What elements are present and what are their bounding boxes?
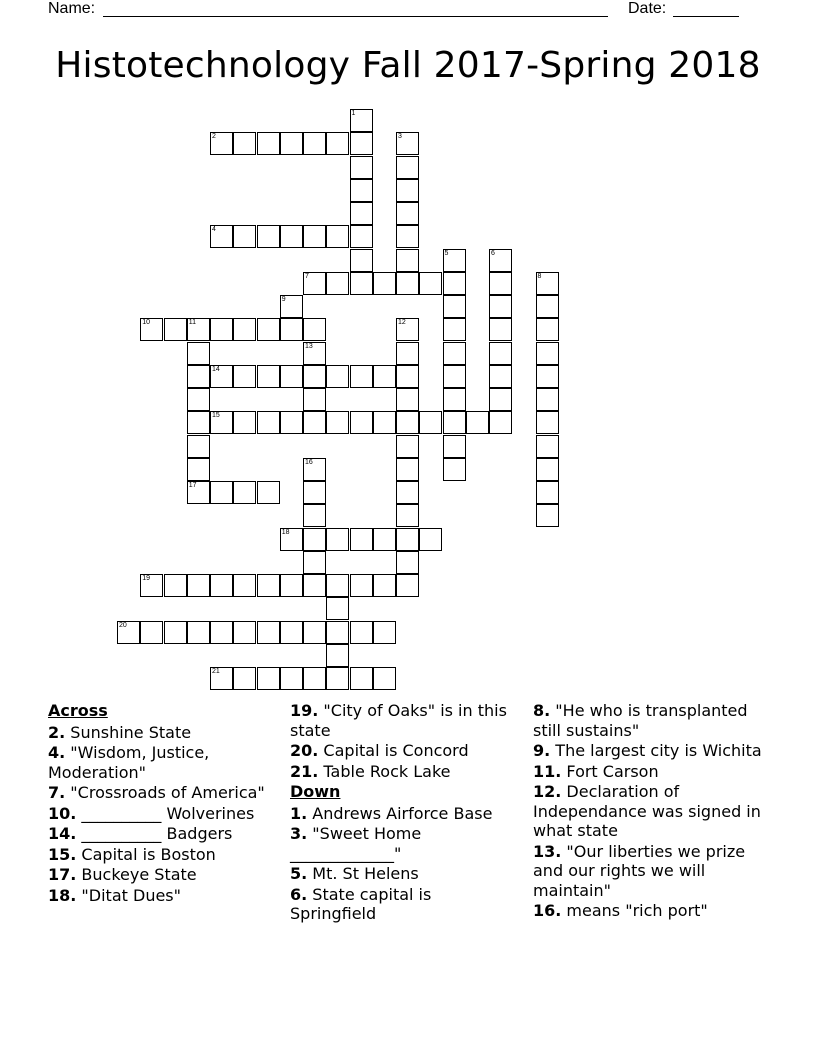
grid-cell[interactable] bbox=[187, 388, 210, 411]
grid-cell[interactable] bbox=[210, 411, 233, 434]
clue-item-number: 7. bbox=[48, 783, 66, 802]
grid-cell[interactable] bbox=[350, 365, 373, 388]
grid-cell[interactable] bbox=[350, 225, 373, 248]
grid-cell[interactable] bbox=[257, 318, 280, 341]
clue-item-number: 1. bbox=[290, 803, 308, 823]
grid-cell[interactable] bbox=[280, 411, 303, 434]
clue-number: 14 bbox=[212, 365, 220, 373]
grid-cell[interactable] bbox=[536, 504, 559, 527]
grid-cell[interactable] bbox=[419, 272, 442, 295]
across-heading: Across bbox=[48, 701, 108, 720]
grid-cell[interactable] bbox=[187, 621, 210, 644]
grid-cell[interactable] bbox=[280, 621, 303, 644]
clue-item-text: "City of Oaks" is in this state bbox=[290, 701, 507, 740]
name-label: Name: bbox=[48, 0, 96, 17]
grid-cell[interactable] bbox=[187, 342, 210, 365]
grid-cell[interactable] bbox=[536, 365, 559, 388]
grid-cell[interactable] bbox=[350, 272, 373, 295]
grid-cell[interactable] bbox=[443, 365, 466, 388]
clue-item bbox=[290, 864, 520, 884]
grid-cell[interactable] bbox=[233, 225, 256, 248]
clue-item-number: 11. bbox=[533, 761, 562, 781]
clue-item bbox=[48, 743, 278, 782]
grid-cell[interactable] bbox=[280, 132, 303, 155]
grid-cell[interactable] bbox=[443, 295, 466, 318]
grid-cell[interactable] bbox=[303, 318, 326, 341]
grid-cell[interactable] bbox=[233, 574, 256, 597]
grid-cell[interactable] bbox=[280, 365, 303, 388]
grid-cell[interactable] bbox=[489, 318, 512, 341]
grid-cell[interactable] bbox=[350, 109, 373, 132]
grid-cell[interactable] bbox=[210, 132, 233, 155]
clue-item-number: 21. bbox=[290, 761, 319, 781]
clue-item-text: Andrews Airforce Base bbox=[307, 803, 493, 823]
clue-item bbox=[533, 762, 773, 782]
grid-cell[interactable] bbox=[373, 365, 396, 388]
clue-item-text: The largest city is Wichita bbox=[550, 741, 762, 760]
grid-cell[interactable] bbox=[326, 621, 349, 644]
grid-cell[interactable] bbox=[257, 411, 280, 434]
clue-item-text: Sunshine State bbox=[65, 722, 192, 742]
grid-cell[interactable] bbox=[396, 504, 419, 527]
grid-cell[interactable] bbox=[396, 411, 419, 434]
grid-cell[interactable] bbox=[303, 621, 326, 644]
grid-cell[interactable] bbox=[536, 435, 559, 458]
clues-column-1 bbox=[48, 701, 278, 906]
grid-cell[interactable] bbox=[396, 551, 419, 574]
grid-cell[interactable] bbox=[326, 528, 349, 551]
grid-cell[interactable] bbox=[326, 667, 349, 690]
grid-cell[interactable] bbox=[350, 574, 373, 597]
page-title: Histotechnology Fall 2017-Spring 2018 bbox=[55, 45, 761, 86]
clue-item-number: 5. bbox=[290, 864, 308, 883]
clue-number: 2 bbox=[212, 133, 216, 141]
clue-number: 17 bbox=[188, 482, 197, 489]
grid-cell[interactable] bbox=[396, 156, 419, 179]
grid-cell[interactable] bbox=[257, 225, 280, 248]
grid-cell[interactable] bbox=[443, 388, 466, 411]
grid-cell[interactable] bbox=[210, 318, 233, 341]
clues-column-3 bbox=[533, 701, 773, 922]
clue-item-text: State capital is Springfield bbox=[290, 884, 432, 923]
clue-item bbox=[533, 701, 773, 740]
grid-cell[interactable] bbox=[280, 225, 303, 248]
grid-cell[interactable] bbox=[303, 528, 326, 551]
grid-cell[interactable] bbox=[396, 342, 419, 365]
clue-item-number: 20. bbox=[290, 741, 319, 760]
grid-cell[interactable] bbox=[536, 458, 559, 481]
grid-cell[interactable] bbox=[373, 411, 396, 434]
clues-column-2 bbox=[290, 701, 520, 925]
clue-item-text: Declaration of Independance was signed in what state bbox=[533, 782, 761, 840]
grid-cell[interactable] bbox=[396, 481, 419, 504]
grid-cell[interactable] bbox=[396, 202, 419, 225]
clue-number: 19 bbox=[142, 575, 151, 582]
clue-item bbox=[290, 741, 520, 761]
clue-item bbox=[533, 842, 773, 901]
grid-cell[interactable] bbox=[396, 458, 419, 481]
clue-item-number: 9. bbox=[533, 741, 551, 760]
grid-cell[interactable] bbox=[443, 342, 466, 365]
clue-item bbox=[48, 886, 278, 906]
clue-item-number: 17. bbox=[48, 865, 77, 884]
grid-cell[interactable] bbox=[536, 295, 559, 318]
clue-item-text: Capital is Boston bbox=[76, 844, 216, 864]
clue-number: 6 bbox=[491, 249, 495, 257]
grid-cell[interactable] bbox=[326, 272, 349, 295]
grid-cell[interactable] bbox=[187, 435, 210, 458]
grid-cell[interactable] bbox=[350, 621, 373, 644]
grid-cell[interactable] bbox=[280, 667, 303, 690]
clue-number: 16 bbox=[305, 458, 313, 466]
grid-cell[interactable] bbox=[233, 411, 256, 434]
grid-cell[interactable] bbox=[233, 365, 256, 388]
grid-cell[interactable] bbox=[373, 574, 396, 597]
grid-cell[interactable] bbox=[187, 411, 210, 434]
grid-cell[interactable] bbox=[187, 574, 210, 597]
grid-cell[interactable] bbox=[326, 365, 349, 388]
clue-item-number: 19. bbox=[290, 701, 319, 720]
grid-cell[interactable] bbox=[233, 481, 256, 504]
clue-item-text: Capital is Concord bbox=[318, 741, 469, 760]
grid-cell[interactable] bbox=[373, 621, 396, 644]
grid-cell[interactable] bbox=[303, 365, 326, 388]
clue-number: 12 bbox=[398, 319, 406, 327]
clue-item-number: 8. bbox=[533, 701, 551, 720]
clue-item-number: 14. bbox=[48, 824, 77, 843]
clue-item-text: Fort Carson bbox=[561, 761, 659, 781]
grid-cell[interactable] bbox=[210, 621, 233, 644]
grid-cell[interactable] bbox=[257, 365, 280, 388]
grid-cell[interactable] bbox=[443, 318, 466, 341]
grid-cell[interactable] bbox=[233, 318, 256, 341]
clue-item bbox=[290, 701, 520, 740]
grid-cell[interactable] bbox=[373, 272, 396, 295]
clue-item bbox=[48, 865, 278, 885]
grid-cell[interactable] bbox=[443, 249, 466, 272]
clue-item bbox=[533, 741, 773, 761]
grid-cell[interactable] bbox=[350, 132, 373, 155]
grid-cell[interactable] bbox=[443, 272, 466, 295]
grid-cell[interactable] bbox=[303, 411, 326, 434]
clue-number: 5 bbox=[444, 249, 449, 257]
grid-cell[interactable] bbox=[257, 132, 280, 155]
grid-cell[interactable] bbox=[257, 574, 280, 597]
grid-cell[interactable] bbox=[396, 574, 419, 597]
grid-cell[interactable] bbox=[373, 667, 396, 690]
grid-cell[interactable] bbox=[443, 411, 466, 434]
clue-item-number: 13. bbox=[533, 841, 562, 861]
grid-cell[interactable] bbox=[536, 318, 559, 341]
grid-cell[interactable] bbox=[536, 342, 559, 365]
grid-cell[interactable] bbox=[350, 156, 373, 179]
grid-cell[interactable] bbox=[303, 574, 326, 597]
grid-cell[interactable] bbox=[396, 179, 419, 202]
grid-cell[interactable] bbox=[350, 528, 373, 551]
grid-cell[interactable] bbox=[164, 318, 187, 341]
grid-cell[interactable] bbox=[489, 365, 512, 388]
grid-cell[interactable] bbox=[396, 528, 419, 551]
grid-cell[interactable] bbox=[350, 667, 373, 690]
grid-cell[interactable] bbox=[419, 411, 442, 434]
clue-item-text: __________ Wolverines bbox=[76, 803, 255, 823]
grid-cell[interactable] bbox=[326, 132, 349, 155]
clue-item-number: 10. bbox=[48, 803, 77, 823]
grid-cell[interactable] bbox=[396, 318, 419, 341]
clue-item-number: 18. bbox=[48, 885, 77, 905]
grid-cell[interactable] bbox=[350, 179, 373, 202]
clue-item-text: "Crossroads of America" bbox=[65, 783, 265, 802]
grid-cell[interactable] bbox=[233, 621, 256, 644]
grid-cell[interactable] bbox=[257, 667, 280, 690]
grid-cell[interactable] bbox=[303, 272, 326, 295]
grid-cell[interactable] bbox=[210, 667, 233, 690]
grid-cell[interactable] bbox=[350, 249, 373, 272]
date-label: Date: bbox=[628, 0, 667, 17]
grid-cell[interactable] bbox=[303, 342, 326, 365]
grid-cell[interactable] bbox=[303, 388, 326, 411]
clue-item-text: Table Rock Lake bbox=[318, 761, 451, 781]
clue-item-number: 6. bbox=[290, 884, 308, 904]
clue-item-number: 16. bbox=[533, 901, 562, 920]
grid-cell[interactable] bbox=[489, 249, 512, 272]
grid-cell[interactable] bbox=[164, 621, 187, 644]
grid-cell[interactable] bbox=[466, 411, 489, 434]
clue-item-text: __________ Badgers bbox=[76, 824, 233, 843]
clue-number: 7 bbox=[305, 272, 309, 280]
grid-cell[interactable] bbox=[303, 225, 326, 248]
clue-item-number: 3. bbox=[290, 824, 308, 843]
grid-cell[interactable] bbox=[280, 574, 303, 597]
clue-item bbox=[290, 885, 520, 924]
clue-number: 21 bbox=[212, 668, 220, 675]
clue-item-number: 15. bbox=[48, 844, 77, 864]
grid-cell[interactable] bbox=[489, 272, 512, 295]
grid-cell[interactable] bbox=[187, 481, 210, 504]
grid-cell[interactable] bbox=[117, 621, 140, 644]
grid-cell[interactable] bbox=[326, 644, 349, 667]
clue-number: 9 bbox=[281, 296, 286, 303]
clue-number: 13 bbox=[305, 342, 313, 350]
grid-cell[interactable] bbox=[303, 504, 326, 527]
grid-cell[interactable] bbox=[489, 388, 512, 411]
clue-item bbox=[48, 804, 278, 824]
grid-cell[interactable] bbox=[489, 411, 512, 434]
grid-cell[interactable] bbox=[350, 411, 373, 434]
grid-cell[interactable] bbox=[210, 574, 233, 597]
grid-cell[interactable] bbox=[489, 342, 512, 365]
grid-cell[interactable] bbox=[280, 528, 303, 551]
grid-cell[interactable] bbox=[443, 458, 466, 481]
grid-cell[interactable] bbox=[536, 388, 559, 411]
grid-cell[interactable] bbox=[326, 597, 349, 620]
clue-item-number: 12. bbox=[533, 782, 562, 801]
grid-cell[interactable] bbox=[396, 249, 419, 272]
grid-cell[interactable] bbox=[373, 528, 396, 551]
grid-cell[interactable] bbox=[280, 295, 303, 318]
grid-cell[interactable] bbox=[326, 225, 349, 248]
clue-item-text: means "rich port" bbox=[561, 901, 708, 920]
grid-cell[interactable] bbox=[187, 365, 210, 388]
grid-cell[interactable] bbox=[210, 481, 233, 504]
clue-item-text: "Ditat Dues" bbox=[76, 885, 181, 905]
grid-cell[interactable] bbox=[140, 318, 163, 341]
clue-number: 10 bbox=[142, 319, 151, 327]
grid-cell[interactable] bbox=[396, 225, 419, 248]
clue-item-text: Buckeye State bbox=[76, 865, 197, 884]
grid-cell[interactable] bbox=[187, 318, 210, 341]
grid-cell[interactable] bbox=[233, 667, 256, 690]
clue-item-number: 4. bbox=[48, 743, 66, 762]
grid-cell[interactable] bbox=[257, 621, 280, 644]
clue-number: 20 bbox=[119, 621, 127, 629]
clue-item bbox=[533, 901, 773, 921]
clue-item bbox=[48, 783, 278, 803]
grid-cell[interactable] bbox=[210, 365, 233, 388]
grid-cell[interactable] bbox=[326, 574, 349, 597]
clue-item-text: Mt. St Helens bbox=[307, 864, 419, 883]
grid-cell[interactable] bbox=[396, 365, 419, 388]
clue-number: 8 bbox=[537, 272, 542, 280]
clue-item bbox=[290, 804, 520, 824]
grid-cell[interactable] bbox=[536, 481, 559, 504]
clue-item bbox=[48, 723, 278, 743]
clue-item bbox=[48, 824, 278, 844]
clue-item bbox=[533, 782, 773, 841]
grid-cell[interactable] bbox=[350, 202, 373, 225]
grid-cell[interactable] bbox=[303, 481, 326, 504]
grid-cell[interactable] bbox=[140, 621, 163, 644]
grid-cell[interactable] bbox=[257, 481, 280, 504]
grid-cell[interactable] bbox=[326, 411, 349, 434]
clue-item-text: "He who is transplanted still sustains" bbox=[533, 701, 748, 740]
grid-cell[interactable] bbox=[396, 388, 419, 411]
grid-cell[interactable] bbox=[419, 528, 442, 551]
grid-cell[interactable] bbox=[396, 132, 419, 155]
grid-cell[interactable] bbox=[396, 435, 419, 458]
clue-item-text: "Wisdom, Justice, Moderation" bbox=[48, 743, 210, 782]
grid-cell[interactable] bbox=[443, 435, 466, 458]
grid-cell[interactable] bbox=[536, 272, 559, 295]
grid-cell[interactable] bbox=[536, 411, 559, 434]
clue-item-text: "Our liberties we prize and our rights we will maintain" bbox=[533, 841, 746, 900]
clue-number: 3 bbox=[398, 133, 402, 141]
grid-cell[interactable] bbox=[303, 458, 326, 481]
grid-cell[interactable] bbox=[303, 667, 326, 690]
clue-number: 11 bbox=[188, 319, 197, 327]
grid-cell[interactable] bbox=[210, 225, 233, 248]
clue-item bbox=[290, 762, 520, 782]
clue-item-number: 2. bbox=[48, 722, 66, 742]
grid-cell[interactable] bbox=[187, 458, 210, 481]
grid-cell[interactable] bbox=[396, 272, 419, 295]
grid-cell[interactable] bbox=[280, 318, 303, 341]
grid-cell[interactable] bbox=[303, 551, 326, 574]
clue-item bbox=[48, 845, 278, 865]
clue-item bbox=[290, 824, 520, 863]
grid-cell[interactable] bbox=[489, 295, 512, 318]
clue-number: 18 bbox=[281, 528, 290, 536]
grid-cell[interactable] bbox=[140, 574, 163, 597]
grid-cell[interactable] bbox=[164, 574, 187, 597]
grid-cell[interactable] bbox=[303, 132, 326, 155]
down-heading: Down bbox=[290, 782, 341, 801]
clue-item-text: "Sweet Home _____________" bbox=[290, 824, 422, 863]
clue-number: 1 bbox=[351, 110, 356, 117]
clue-number: 4 bbox=[212, 226, 216, 234]
clue-number: 15 bbox=[212, 412, 220, 420]
grid-cell[interactable] bbox=[233, 132, 256, 155]
